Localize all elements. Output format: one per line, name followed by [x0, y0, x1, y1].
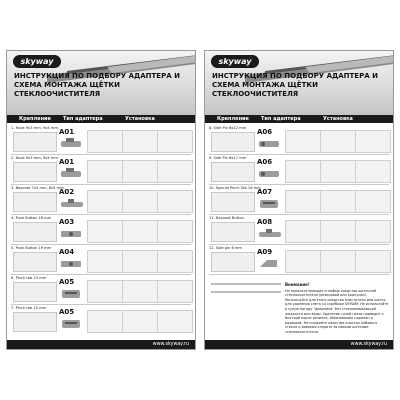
mount-image: [211, 132, 255, 152]
mount-image: [13, 132, 57, 152]
adapter-code: A09: [257, 248, 273, 256]
install-step-image: [285, 160, 321, 183]
table-row: [11, 215, 191, 245]
table-row: [209, 125, 389, 155]
mount-image: [13, 222, 57, 242]
table-row: [11, 275, 191, 305]
install-step-image: [87, 160, 123, 183]
notice-line: Используйте для этого средства очистители или щетку для удаления снега со скребком SKYWAY.: [285, 297, 386, 307]
adapter-code: A05: [59, 278, 75, 286]
install-step-image: [122, 160, 158, 183]
mount-caption: 12. Side pin 6 mm: [209, 246, 242, 250]
adapter-code: A02: [59, 188, 75, 196]
install-step-image: [122, 130, 158, 153]
sheet-header: [7, 51, 195, 115]
install-step-image: [122, 250, 158, 273]
install-step-image: [320, 160, 356, 183]
notice-line: Не используйте в сухую погоду "дворники" без стеклоомывающей жидкости или воды.: [285, 302, 389, 316]
notice-heading: Внимание!: [285, 282, 310, 287]
adapter-code: A06: [257, 128, 273, 136]
adapter-icon: [257, 257, 283, 270]
adapter-code: A08: [257, 218, 273, 226]
mount-image: [211, 252, 255, 272]
adapter-icon: [59, 257, 85, 270]
mount-caption: 8. Side Pin 6x22 mm: [209, 126, 247, 130]
install-step-image: [355, 160, 391, 183]
install-step-image: [122, 280, 158, 303]
instruction-sheet-right: [204, 50, 394, 350]
install-step-image: [87, 280, 123, 303]
install-step-image: [320, 250, 356, 273]
column-installation: Установка: [323, 116, 353, 122]
mount-image: [13, 192, 57, 212]
brand-logo: skyway: [211, 55, 259, 68]
divider: [211, 291, 281, 293]
column-header-bar: [7, 115, 195, 123]
install-step-image: [355, 250, 391, 273]
adapter-code: A01: [59, 158, 75, 166]
warning-notice: [285, 283, 389, 335]
install-step-image: [87, 130, 123, 153]
table-row: [209, 155, 389, 185]
footer-url: www.skyway.ru: [350, 342, 387, 347]
table-row: [209, 185, 389, 215]
install-step-image: [285, 220, 321, 243]
install-step-image: [87, 310, 123, 333]
adapter-code: A04: [59, 248, 75, 256]
install-step-image: [320, 220, 356, 243]
adapter-icon: [59, 317, 85, 330]
install-step-image: [320, 190, 356, 213]
column-adapter-type: Тип адаптера: [63, 116, 103, 122]
mount-caption: 6. Pinch tab 13 mm: [11, 276, 47, 280]
install-step-image: [355, 220, 391, 243]
mount-caption: 2. Hook 9x3 mm, 9x4 mm: [11, 156, 58, 160]
adapter-icon: [257, 137, 283, 150]
notice-line: Не наносите моющие и любые средства щеточной стеклоочистителя (резиновой или корпусом).: [285, 288, 377, 298]
table-row: [11, 155, 191, 185]
instruction-sheet-left: [6, 50, 196, 350]
column-installation: Установка: [125, 116, 155, 122]
mount-caption: 11. Bayonet Button: [209, 216, 244, 220]
install-step-image: [355, 130, 391, 153]
column-adapter-type: Тип адаптера: [261, 116, 301, 122]
notice-line: Не снижайте качество очистки лобового стекла и вовремя следите за своими щетками стеклоочистителя.: [285, 320, 378, 334]
table-row: [209, 245, 389, 275]
mount-caption: 5. Push Button 19 mm: [11, 246, 52, 250]
sheet-header: [205, 51, 393, 115]
install-step-image: [157, 160, 193, 183]
install-step-image: [285, 130, 321, 153]
install-step-image: [157, 280, 193, 303]
table-row: [11, 185, 191, 215]
mount-image: [211, 192, 255, 212]
footer-url: www.skyway.ru: [152, 342, 189, 347]
adapter-icon: [257, 167, 283, 180]
adapter-icon: [59, 287, 85, 300]
install-step-image: [355, 190, 391, 213]
table-row: [209, 215, 389, 245]
sheet-title: ИНСТРУКЦИЯ ПО ПОДБОРУ АДАПТЕРА И СХЕМА МОНТАЖА ЩЁТКИ СТЕКЛООЧИСТИТЕЛЯ: [14, 72, 180, 98]
install-step-image: [87, 250, 123, 273]
sheet-title: ИНСТРУКЦИЯ ПО ПОДБОРУ АДАПТЕРА И СХЕМА МОНТАЖА ЩЁТКИ СТЕКЛООЧИСТИТЕЛЯ: [212, 72, 378, 98]
column-mount: Крепление: [19, 116, 51, 122]
divider: [211, 283, 281, 285]
mount-image: [13, 312, 57, 332]
mount-caption: 1. Hook 9x3 mm, 9x4 mm: [11, 126, 58, 130]
column-mount: Крепление: [217, 116, 249, 122]
mount-caption: 3. Bayonet 7x3 mm, 8x3 mm: [11, 186, 64, 190]
adapter-code: A03: [59, 218, 75, 226]
install-step-image: [157, 220, 193, 243]
install-step-image: [157, 250, 193, 273]
table-row: [11, 245, 191, 275]
install-step-image: [87, 190, 123, 213]
adapter-icon: [59, 167, 85, 180]
install-step-image: [320, 130, 356, 153]
install-step-image: [157, 190, 193, 213]
table-row: [11, 305, 191, 334]
mount-caption: 4. Push Button 16 mm: [11, 216, 52, 220]
column-header-bar: [205, 115, 393, 123]
mount-image: [13, 282, 57, 302]
mount-image: [211, 162, 255, 182]
adapter-icon: [59, 197, 85, 210]
adapter-icon: [59, 227, 85, 240]
mount-image: [211, 222, 255, 242]
mount-image: [13, 162, 57, 182]
adapter-icon: [59, 137, 85, 150]
install-step-image: [122, 220, 158, 243]
install-step-image: [122, 190, 158, 213]
brand-logo: skyway: [13, 55, 61, 68]
install-step-image: [285, 190, 321, 213]
sheet-footer: [7, 340, 195, 349]
mount-caption: 9. Side Pin 6x17 mm: [209, 156, 247, 160]
install-step-image: [157, 130, 193, 153]
notice-line: Удаление сухой грязи приводит к быстрой порче резинки, образованию царапин и разводов.: [285, 311, 384, 325]
adapter-code: A07: [257, 188, 273, 196]
install-step-image: [285, 250, 321, 273]
table-row: [11, 125, 191, 155]
mount-image: [13, 252, 57, 272]
install-step-image: [87, 220, 123, 243]
adapter-code: A01: [59, 128, 75, 136]
mount-caption: 10. Special Pinch Tab 16 mm: [209, 186, 261, 190]
mount-caption: 7. Pinch tab 15 mm: [11, 306, 47, 310]
adapter-icon: [257, 227, 283, 240]
install-step-image: [122, 310, 158, 333]
adapter-code: A05: [59, 308, 75, 316]
adapter-code: A06: [257, 158, 273, 166]
install-step-image: [157, 310, 193, 333]
sheet-footer: [205, 340, 393, 349]
adapter-icon: [257, 197, 283, 210]
